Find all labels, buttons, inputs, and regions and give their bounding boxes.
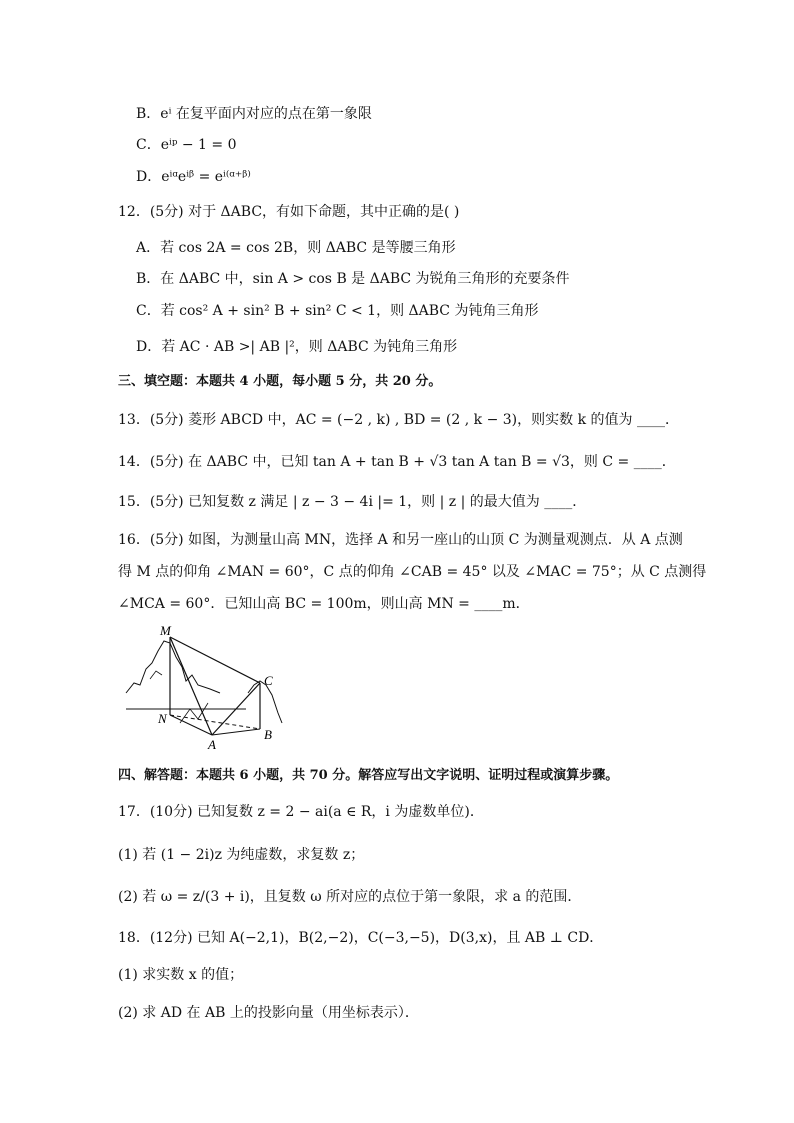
q12-stem: 12．(5分) 对于 ΔABC，有如下命题，其中正确的是( ) bbox=[118, 204, 460, 220]
q12-option-d: D．若 AC · AB >| AB |²，则 ΔABC 为钝角三角形 bbox=[136, 339, 458, 355]
left-mountain-outline bbox=[126, 641, 220, 693]
section-answer-heading: 四、解答题：本题共 6 小题，共 70 分。解答应写出文字说明、证明过程或演算步骤。 bbox=[118, 768, 619, 783]
q12-option-a: A．若 cos 2A = cos 2B，则 ΔABC 是等腰三角形 bbox=[136, 240, 456, 256]
q16-line-2: 得 M 点的仰角 ∠MAN = 60°，C 点的仰角 ∠CAB = 45° 以及 ∠MAC = 75°；从 C 点测得 bbox=[118, 564, 707, 580]
q18-part-1: (1) 求实数 x 的值； bbox=[118, 967, 244, 983]
q17-part-1: (1) 若 (1 − 2i)z 为纯虚数，求复数 z； bbox=[118, 847, 365, 863]
q17-stem: 17．(10分) 已知复数 z = 2 − ai(a ∈ R，i 为虚数单位)． bbox=[118, 804, 484, 820]
label-b: B bbox=[264, 727, 272, 742]
q11-option-b: B．eⁱ 在复平面内对应的点在第一象限 bbox=[136, 106, 372, 122]
q13: 13．(5分) 菱形 ABCD 中，AC = (−2 , k) , BD = (2 , k − 3)，则实数 k 的值为 ____． bbox=[118, 412, 679, 428]
q17-part-2: (2) 若 ω = z/(3 + i)，且复数 ω 所对应的点位于第一象限，求 a 的范围． bbox=[118, 889, 582, 905]
q16-line-1: 16．(5分) 如图，为测量山高 MN，选择 A 和另一座山的山顶 C 为测量观测点．从 A 点测 bbox=[118, 532, 683, 548]
mountain-measurement-figure bbox=[120, 623, 290, 753]
label-n: N bbox=[158, 711, 167, 726]
q16-line-3: ∠MCA = 60°．已知山高 BC = 100m，则山高 MN = ____m． bbox=[118, 596, 530, 612]
q18-stem: 18．(12分) 已知 A(−2,1)，B(2,−2)，C(−3,−5)，D(3,x)，且 AB ⊥ CD． bbox=[118, 930, 604, 946]
q18-part-2: (2) 求 AD 在 AB 上的投影向量（用坐标表示）． bbox=[118, 1005, 419, 1021]
label-m: M bbox=[160, 623, 171, 638]
label-c: C bbox=[264, 673, 273, 688]
q14: 14．(5分) 在 ΔABC 中，已知 tan A + tan B + √3 tan A tan B = √3，则 C = ____． bbox=[118, 454, 676, 470]
q12-option-b: B．在 ΔABC 中，sin A > cos B 是 ΔABC 为锐角三角形的充要条件 bbox=[136, 271, 570, 287]
q15: 15．(5分) 已知复数 z 满足 | z − 3 − 4i |= 1，则 | z | 的最大值为 ____． bbox=[118, 494, 587, 510]
q11-option-d: D．eⁱᵅeⁱᵝ = eⁱ⁽ᵅ⁺ᵝ⁾ bbox=[136, 169, 251, 185]
q12-option-c: C．若 cos² A + sin² B + sin² C < 1，则 ΔABC 为钝角三角形 bbox=[136, 303, 539, 319]
label-a: A bbox=[208, 737, 216, 752]
q11-option-c: C．eⁱᵖ − 1 = 0 bbox=[136, 137, 237, 153]
section-fill-in-heading: 三、填空题：本题共 4 小题，每小题 5 分，共 20 分。 bbox=[118, 374, 442, 389]
